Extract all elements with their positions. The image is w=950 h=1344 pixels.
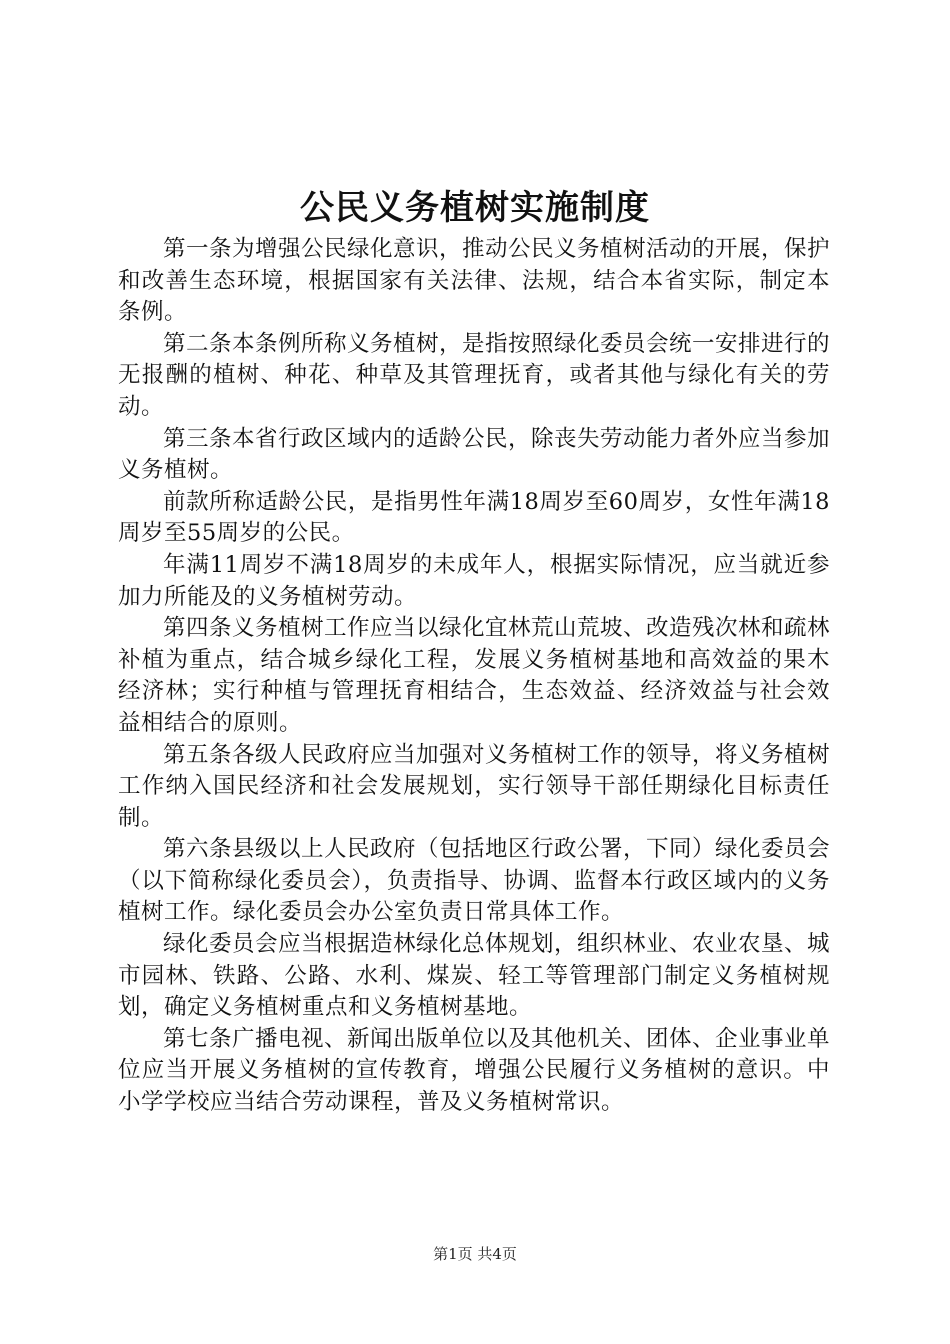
paragraph-article-2: 第二条本条例所称义务植树，是指按照绿化委员会统一安排进行的无报酬的植树、种花、种草及其管理抚育，或者其他与绿化有关的劳动。 [118,330,831,420]
paragraph-article-3-clause-2: 前款所称适龄公民，是指男性年满18周岁至60周岁，女性年满18周岁至55周岁的公民。 [118,488,830,547]
paragraph-article-6-clause-2: 绿化委员会应当根据造林绿化总体规划，组织林业、农业农垦、城市园林、铁路、公路、水利、煤炭、轻工等管理部门制定义务植树规划，确定义务植树重点和义务植树基地。 [118,931,831,1021]
paragraph-article-6: 第六条县级以上人民政府（包括地区行政公署，下同）绿化委员会（以下简称绿化委员会），负责指导、协调、监督本行政区域内的义务植树工作。绿化委员会办公室负责日常具体工作。 [118,836,831,926]
paragraph-article-3: 第三条本省行政区域内的适龄公民，除丧失劳动能力者外应当参加义务植树。 [118,425,831,484]
document-title: 公民义务植树实施制度 [300,188,650,228]
page-number-footer: 第1页 共4页 [433,1245,517,1263]
paragraph-article-1: 第一条为增强公民绿化意识，推动公民义务植树活动的开展，保护和改善生态环境，根据国家有关法律、法规，结合本省实际，制定本条例。 [118,236,831,326]
paragraph-article-4: 第四条义务植树工作应当以绿化宜林荒山荒坡、改造残次林和疏林补植为重点，结合城乡绿化工程，发展义务植树基地和高效益的果木经济林；实行种植与管理抚育相结合，生态效益、经济效益与社会效益相结合的原则。 [118,615,831,736]
document-body [118,234,830,1119]
paragraph-article-5: 第五条各级人民政府应当加强对义务植树工作的领导，将义务植树工作纳入国民经济和社会发展规划，实行领导干部任期绿化目标责任制。 [118,741,831,831]
paragraph-article-7: 第七条广播电视、新闻出版单位以及其他机关、团体、企业事业单位应当开展义务植树的宣传教育，增强公民履行义务植树的意识。中小学学校应当结合劳动课程，普及义务植树常识。 [118,1025,831,1116]
paragraph-article-3-clause-3: 年满11周岁不满18周岁的未成年人，根据实际情况，应当就近参加力所能及的义务植树劳动。 [118,551,830,610]
